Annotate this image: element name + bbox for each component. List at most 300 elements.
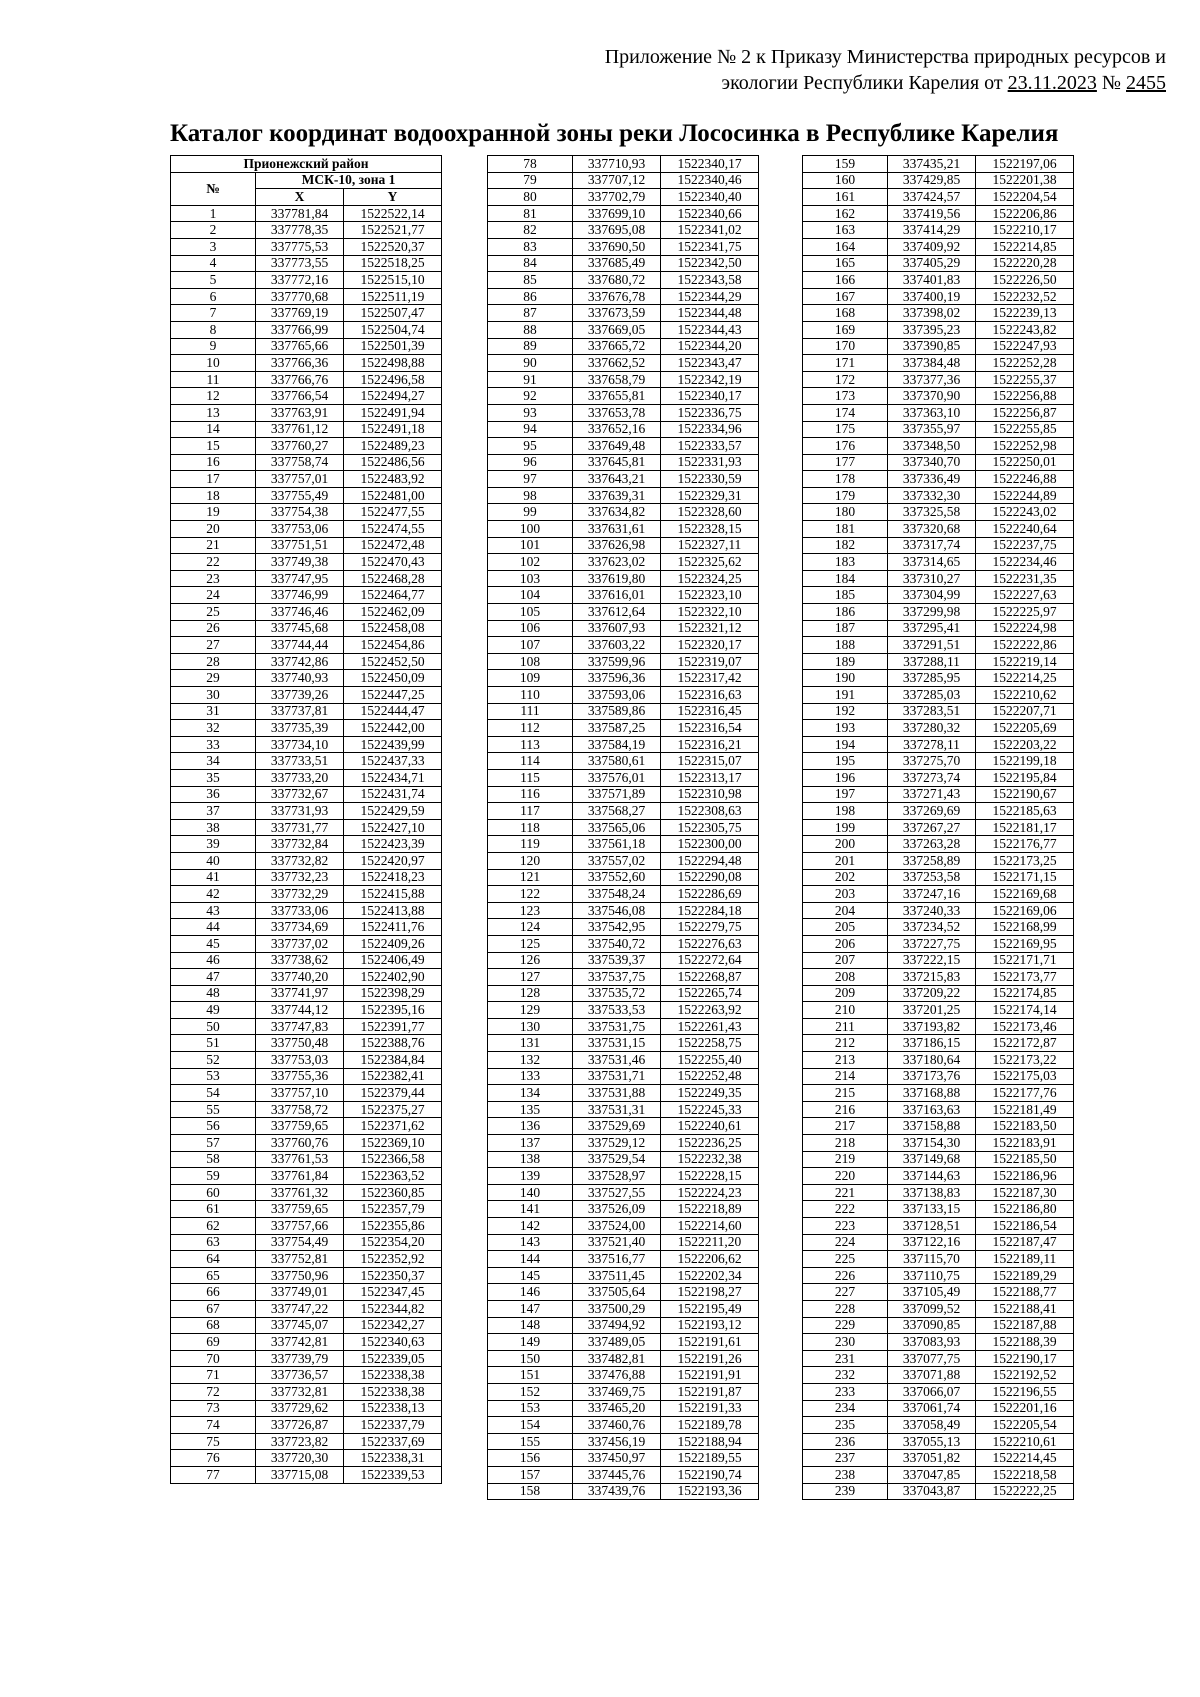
table-row bbox=[488, 338, 759, 355]
point-number: 217 bbox=[803, 1118, 888, 1135]
y-coordinate: 1522193,36 bbox=[661, 1483, 759, 1500]
point-number: 188 bbox=[803, 637, 888, 654]
y-coordinate: 1522214,25 bbox=[976, 670, 1074, 687]
table-row bbox=[803, 637, 1074, 654]
x-coordinate: 337521,40 bbox=[573, 1234, 661, 1251]
y-coordinate: 1522338,13 bbox=[344, 1400, 442, 1417]
point-number: 52 bbox=[171, 1052, 256, 1069]
table-row bbox=[803, 238, 1074, 255]
x-coordinate: 337263,28 bbox=[888, 836, 976, 853]
point-number: 199 bbox=[803, 819, 888, 836]
y-coordinate: 1522214,45 bbox=[976, 1450, 1074, 1467]
point-number: 163 bbox=[803, 222, 888, 239]
table-row bbox=[488, 1284, 759, 1301]
x-coordinate: 337747,22 bbox=[256, 1300, 344, 1317]
x-coordinate: 337662,52 bbox=[573, 355, 661, 372]
point-number: 14 bbox=[171, 421, 256, 438]
point-number: 211 bbox=[803, 1018, 888, 1035]
y-coordinate: 1522185,50 bbox=[976, 1151, 1074, 1168]
x-coordinate: 337619,80 bbox=[573, 570, 661, 587]
table-row bbox=[488, 222, 759, 239]
x-coordinate: 337511,45 bbox=[573, 1267, 661, 1284]
table-row bbox=[488, 786, 759, 803]
y-coordinate: 1522190,17 bbox=[976, 1350, 1074, 1367]
x-coordinate: 337193,82 bbox=[888, 1018, 976, 1035]
x-coordinate: 337736,57 bbox=[256, 1367, 344, 1384]
table-row bbox=[488, 886, 759, 903]
y-coordinate: 1522203,22 bbox=[976, 736, 1074, 753]
y-coordinate: 1522331,93 bbox=[661, 454, 759, 471]
point-number: 63 bbox=[171, 1234, 256, 1251]
x-coordinate: 337755,36 bbox=[256, 1068, 344, 1085]
x-coordinate: 337275,70 bbox=[888, 753, 976, 770]
point-number: 159 bbox=[803, 156, 888, 173]
table-row bbox=[488, 703, 759, 720]
y-coordinate: 1522344,48 bbox=[661, 305, 759, 322]
table-row bbox=[488, 1201, 759, 1218]
x-coordinate: 337580,61 bbox=[573, 753, 661, 770]
point-number: 157 bbox=[488, 1466, 573, 1483]
table-row bbox=[171, 288, 442, 305]
point-number: 232 bbox=[803, 1367, 888, 1384]
table-row bbox=[803, 1052, 1074, 1069]
table-row bbox=[488, 736, 759, 753]
y-coordinate: 1522172,87 bbox=[976, 1035, 1074, 1052]
point-number: 208 bbox=[803, 969, 888, 986]
x-coordinate: 337531,71 bbox=[573, 1068, 661, 1085]
y-coordinate: 1522239,13 bbox=[976, 305, 1074, 322]
table-row bbox=[803, 1068, 1074, 1085]
point-number: 111 bbox=[488, 703, 573, 720]
table-row bbox=[488, 255, 759, 272]
point-number: 233 bbox=[803, 1383, 888, 1400]
x-coordinate: 337133,15 bbox=[888, 1201, 976, 1218]
table-row bbox=[488, 1350, 759, 1367]
table-row bbox=[803, 1267, 1074, 1284]
point-number: 131 bbox=[488, 1035, 573, 1052]
y-coordinate: 1522181,49 bbox=[976, 1101, 1074, 1118]
order-date: 23.11.2023 bbox=[1007, 72, 1097, 94]
point-number: 107 bbox=[488, 637, 573, 654]
point-number: 118 bbox=[488, 819, 573, 836]
table-row bbox=[171, 504, 442, 521]
y-coordinate: 1522187,30 bbox=[976, 1184, 1074, 1201]
point-number: 105 bbox=[488, 604, 573, 621]
point-number: 140 bbox=[488, 1184, 573, 1201]
y-coordinate: 1522219,14 bbox=[976, 653, 1074, 670]
x-coordinate: 337424,57 bbox=[888, 189, 976, 206]
point-number: 80 bbox=[488, 189, 573, 206]
point-number: 172 bbox=[803, 371, 888, 388]
table-row bbox=[171, 487, 442, 504]
table-row bbox=[488, 1118, 759, 1135]
point-number: 186 bbox=[803, 604, 888, 621]
table-row bbox=[171, 238, 442, 255]
y-coordinate: 1522437,33 bbox=[344, 753, 442, 770]
x-coordinate: 337531,88 bbox=[573, 1085, 661, 1102]
point-number: 239 bbox=[803, 1483, 888, 1500]
table-row bbox=[171, 388, 442, 405]
table-row bbox=[803, 321, 1074, 338]
y-coordinate: 1522232,52 bbox=[976, 288, 1074, 305]
y-coordinate: 1522176,77 bbox=[976, 836, 1074, 853]
x-coordinate: 337596,36 bbox=[573, 670, 661, 687]
y-coordinate: 1522231,35 bbox=[976, 570, 1074, 587]
point-number: 106 bbox=[488, 620, 573, 637]
x-coordinate: 337639,31 bbox=[573, 487, 661, 504]
y-coordinate: 1522191,91 bbox=[661, 1367, 759, 1384]
point-number: 108 bbox=[488, 653, 573, 670]
point-number: 54 bbox=[171, 1085, 256, 1102]
table-row bbox=[171, 952, 442, 969]
y-coordinate: 1522173,77 bbox=[976, 969, 1074, 986]
point-number: 66 bbox=[171, 1284, 256, 1301]
x-coordinate: 337746,99 bbox=[256, 587, 344, 604]
table-row bbox=[171, 687, 442, 704]
y-coordinate: 1522391,77 bbox=[344, 1018, 442, 1035]
x-coordinate: 337653,78 bbox=[573, 404, 661, 421]
point-number: 191 bbox=[803, 687, 888, 704]
table-row bbox=[171, 1118, 442, 1135]
point-number: 38 bbox=[171, 819, 256, 836]
point-number: 185 bbox=[803, 587, 888, 604]
point-number: 226 bbox=[803, 1267, 888, 1284]
table-row bbox=[488, 205, 759, 222]
table-row bbox=[803, 1018, 1074, 1035]
y-coordinate: 1522477,55 bbox=[344, 504, 442, 521]
point-number: 177 bbox=[803, 454, 888, 471]
x-coordinate: 337745,07 bbox=[256, 1317, 344, 1334]
y-coordinate: 1522173,25 bbox=[976, 852, 1074, 869]
x-coordinate: 337557,02 bbox=[573, 852, 661, 869]
y-coordinate: 1522250,01 bbox=[976, 454, 1074, 471]
y-coordinate: 1522286,69 bbox=[661, 886, 759, 903]
y-coordinate: 1522350,37 bbox=[344, 1267, 442, 1284]
point-number: 164 bbox=[803, 238, 888, 255]
point-number: 1 bbox=[171, 205, 256, 222]
table-row bbox=[171, 1201, 442, 1218]
table-row bbox=[488, 935, 759, 952]
point-number: 103 bbox=[488, 570, 573, 587]
table-row bbox=[803, 172, 1074, 189]
table-row bbox=[171, 404, 442, 421]
table-row bbox=[488, 1251, 759, 1268]
x-coordinate: 337612,64 bbox=[573, 604, 661, 621]
point-number: 196 bbox=[803, 769, 888, 786]
y-coordinate: 1522201,16 bbox=[976, 1400, 1074, 1417]
table-row bbox=[488, 1018, 759, 1035]
y-coordinate: 1522343,47 bbox=[661, 355, 759, 372]
y-coordinate: 1522255,85 bbox=[976, 421, 1074, 438]
x-coordinate: 337299,98 bbox=[888, 604, 976, 621]
x-coordinate: 337645,81 bbox=[573, 454, 661, 471]
y-coordinate: 1522322,10 bbox=[661, 604, 759, 621]
y-coordinate: 1522501,39 bbox=[344, 338, 442, 355]
table-row bbox=[488, 172, 759, 189]
y-coordinate: 1522340,17 bbox=[661, 156, 759, 173]
document-title: Каталог координат водоохранной зоны реки Лососинка в Республике Карелия bbox=[170, 120, 1059, 147]
point-number: 168 bbox=[803, 305, 888, 322]
table-row bbox=[488, 969, 759, 986]
point-number: 158 bbox=[488, 1483, 573, 1500]
y-coordinate: 1522186,96 bbox=[976, 1168, 1074, 1185]
x-coordinate: 337138,83 bbox=[888, 1184, 976, 1201]
table-row bbox=[171, 1085, 442, 1102]
x-coordinate: 337649,48 bbox=[573, 438, 661, 455]
y-coordinate: 1522323,10 bbox=[661, 587, 759, 604]
table-row bbox=[171, 1002, 442, 1019]
y-coordinate: 1522188,94 bbox=[661, 1433, 759, 1450]
x-coordinate: 337209,22 bbox=[888, 985, 976, 1002]
x-coordinate: 337763,91 bbox=[256, 404, 344, 421]
x-coordinate: 337576,01 bbox=[573, 769, 661, 786]
table-row bbox=[171, 438, 442, 455]
y-coordinate: 1522188,39 bbox=[976, 1334, 1074, 1351]
x-coordinate: 337568,27 bbox=[573, 803, 661, 820]
table-row bbox=[488, 1417, 759, 1434]
table-row bbox=[171, 769, 442, 786]
x-coordinate: 337090,85 bbox=[888, 1317, 976, 1334]
y-coordinate: 1522474,55 bbox=[344, 521, 442, 538]
point-number: 180 bbox=[803, 504, 888, 521]
table-row bbox=[803, 1350, 1074, 1367]
header-line-2 bbox=[366, 70, 1166, 96]
point-number: 75 bbox=[171, 1433, 256, 1450]
x-coordinate: 337528,97 bbox=[573, 1168, 661, 1185]
table-row bbox=[803, 969, 1074, 986]
x-coordinate: 337314,65 bbox=[888, 554, 976, 571]
y-coordinate: 1522418,23 bbox=[344, 869, 442, 886]
x-coordinate: 337760,76 bbox=[256, 1135, 344, 1152]
x-coordinate: 337738,62 bbox=[256, 952, 344, 969]
x-coordinate: 337546,08 bbox=[573, 902, 661, 919]
table-row bbox=[171, 454, 442, 471]
x-coordinate: 337180,64 bbox=[888, 1052, 976, 1069]
table-row bbox=[171, 620, 442, 637]
x-coordinate: 337732,23 bbox=[256, 869, 344, 886]
x-coordinate: 337751,51 bbox=[256, 537, 344, 554]
point-number: 28 bbox=[171, 653, 256, 670]
x-coordinate: 337710,93 bbox=[573, 156, 661, 173]
table-row bbox=[488, 852, 759, 869]
y-coordinate: 1522205,54 bbox=[976, 1417, 1074, 1434]
y-coordinate: 1522185,63 bbox=[976, 803, 1074, 820]
x-coordinate: 337754,49 bbox=[256, 1234, 344, 1251]
point-number: 132 bbox=[488, 1052, 573, 1069]
y-coordinate: 1522496,58 bbox=[344, 371, 442, 388]
point-number: 115 bbox=[488, 769, 573, 786]
table-row bbox=[488, 1367, 759, 1384]
table-row bbox=[171, 1135, 442, 1152]
x-coordinate: 337737,81 bbox=[256, 703, 344, 720]
x-coordinate: 337439,76 bbox=[573, 1483, 661, 1500]
district-header: Прионежский район bbox=[171, 156, 442, 173]
table-row bbox=[803, 1400, 1074, 1417]
table-row bbox=[171, 886, 442, 903]
table-row bbox=[171, 570, 442, 587]
y-coordinate: 1522199,18 bbox=[976, 753, 1074, 770]
point-number: 200 bbox=[803, 836, 888, 853]
x-coordinate: 337355,97 bbox=[888, 421, 976, 438]
table-row bbox=[171, 305, 442, 322]
y-coordinate: 1522198,27 bbox=[661, 1284, 759, 1301]
point-number: 58 bbox=[171, 1151, 256, 1168]
point-number: 165 bbox=[803, 255, 888, 272]
y-coordinate: 1522187,88 bbox=[976, 1317, 1074, 1334]
table-row bbox=[803, 156, 1074, 173]
x-coordinate: 337409,92 bbox=[888, 238, 976, 255]
point-number: 26 bbox=[171, 620, 256, 637]
point-number: 31 bbox=[171, 703, 256, 720]
y-coordinate: 1522464,77 bbox=[344, 587, 442, 604]
x-coordinate: 337465,20 bbox=[573, 1400, 661, 1417]
y-coordinate: 1522336,75 bbox=[661, 404, 759, 421]
x-coordinate: 337401,83 bbox=[888, 272, 976, 289]
point-number: 198 bbox=[803, 803, 888, 820]
table-row bbox=[803, 869, 1074, 886]
x-coordinate: 337542,95 bbox=[573, 919, 661, 936]
table-row bbox=[803, 504, 1074, 521]
x-coordinate: 337320,68 bbox=[888, 521, 976, 538]
point-number: 60 bbox=[171, 1184, 256, 1201]
y-coordinate: 1522240,64 bbox=[976, 521, 1074, 538]
table-row bbox=[803, 620, 1074, 637]
point-number: 133 bbox=[488, 1068, 573, 1085]
y-coordinate: 1522411,76 bbox=[344, 919, 442, 936]
x-coordinate: 337273,74 bbox=[888, 769, 976, 786]
point-number: 7 bbox=[171, 305, 256, 322]
x-coordinate: 337370,90 bbox=[888, 388, 976, 405]
x-coordinate: 337753,06 bbox=[256, 521, 344, 538]
point-number: 53 bbox=[171, 1068, 256, 1085]
table-row bbox=[171, 1284, 442, 1301]
x-coordinate: 337201,25 bbox=[888, 1002, 976, 1019]
x-coordinate: 337500,29 bbox=[573, 1300, 661, 1317]
table-row bbox=[171, 803, 442, 820]
point-number: 104 bbox=[488, 587, 573, 604]
table-row bbox=[171, 935, 442, 952]
point-number: 3 bbox=[171, 238, 256, 255]
table-row bbox=[803, 570, 1074, 587]
y-coordinate: 1522316,54 bbox=[661, 720, 759, 737]
table-row bbox=[488, 1466, 759, 1483]
y-coordinate: 1522347,45 bbox=[344, 1284, 442, 1301]
x-coordinate: 337099,52 bbox=[888, 1300, 976, 1317]
y-coordinate: 1522344,82 bbox=[344, 1300, 442, 1317]
y-coordinate: 1522330,59 bbox=[661, 471, 759, 488]
x-coordinate: 337476,88 bbox=[573, 1367, 661, 1384]
y-coordinate: 1522206,62 bbox=[661, 1251, 759, 1268]
point-number: 189 bbox=[803, 653, 888, 670]
y-coordinate: 1522256,87 bbox=[976, 404, 1074, 421]
table-row bbox=[803, 1118, 1074, 1135]
y-coordinate: 1522173,22 bbox=[976, 1052, 1074, 1069]
x-coordinate: 337524,00 bbox=[573, 1218, 661, 1235]
y-coordinate: 1522354,20 bbox=[344, 1234, 442, 1251]
x-coordinate: 337168,88 bbox=[888, 1085, 976, 1102]
point-number: 19 bbox=[171, 504, 256, 521]
table-row bbox=[803, 587, 1074, 604]
y-coordinate: 1522520,37 bbox=[344, 238, 442, 255]
y-coordinate: 1522195,84 bbox=[976, 769, 1074, 786]
table-row bbox=[803, 1334, 1074, 1351]
table-row bbox=[488, 272, 759, 289]
y-coordinate: 1522486,56 bbox=[344, 454, 442, 471]
y-coordinate: 1522196,55 bbox=[976, 1383, 1074, 1400]
table-row bbox=[171, 321, 442, 338]
y-coordinate: 1522174,85 bbox=[976, 985, 1074, 1002]
y-coordinate: 1522195,49 bbox=[661, 1300, 759, 1317]
y-coordinate: 1522522,14 bbox=[344, 205, 442, 222]
x-coordinate: 337746,46 bbox=[256, 604, 344, 621]
table-row bbox=[488, 769, 759, 786]
y-coordinate: 1522256,88 bbox=[976, 388, 1074, 405]
x-coordinate: 337215,83 bbox=[888, 969, 976, 986]
y-coordinate: 1522452,50 bbox=[344, 653, 442, 670]
table-row bbox=[803, 1483, 1074, 1500]
point-number: 128 bbox=[488, 985, 573, 1002]
y-coordinate: 1522175,03 bbox=[976, 1068, 1074, 1085]
table-row bbox=[171, 1417, 442, 1434]
y-coordinate: 1522246,88 bbox=[976, 471, 1074, 488]
point-number: 8 bbox=[171, 321, 256, 338]
y-coordinate: 1522319,07 bbox=[661, 653, 759, 670]
point-number: 162 bbox=[803, 205, 888, 222]
table-row bbox=[171, 205, 442, 222]
point-number: 48 bbox=[171, 985, 256, 1002]
point-number: 135 bbox=[488, 1101, 573, 1118]
table-row bbox=[803, 255, 1074, 272]
point-number: 235 bbox=[803, 1417, 888, 1434]
point-number: 210 bbox=[803, 1002, 888, 1019]
x-coordinate: 337732,82 bbox=[256, 852, 344, 869]
table-row bbox=[488, 454, 759, 471]
x-coordinate: 337460,76 bbox=[573, 1417, 661, 1434]
table-row bbox=[488, 156, 759, 173]
table-row bbox=[488, 421, 759, 438]
y-coordinate: 1522515,10 bbox=[344, 272, 442, 289]
y-coordinate: 1522382,41 bbox=[344, 1068, 442, 1085]
x-coordinate: 337377,36 bbox=[888, 371, 976, 388]
point-number: 99 bbox=[488, 504, 573, 521]
x-coordinate: 337535,72 bbox=[573, 985, 661, 1002]
point-number: 85 bbox=[488, 272, 573, 289]
x-coordinate: 337759,65 bbox=[256, 1201, 344, 1218]
y-coordinate: 1522521,77 bbox=[344, 222, 442, 239]
table-row bbox=[803, 687, 1074, 704]
y-coordinate: 1522413,88 bbox=[344, 902, 442, 919]
y-coordinate: 1522344,29 bbox=[661, 288, 759, 305]
y-coordinate: 1522369,10 bbox=[344, 1135, 442, 1152]
x-coordinate: 337186,15 bbox=[888, 1035, 976, 1052]
y-coordinate: 1522409,26 bbox=[344, 935, 442, 952]
point-number: 72 bbox=[171, 1383, 256, 1400]
table-row bbox=[488, 836, 759, 853]
y-coordinate: 1522340,63 bbox=[344, 1334, 442, 1351]
x-coordinate: 337669,05 bbox=[573, 321, 661, 338]
table-row bbox=[171, 985, 442, 1002]
y-coordinate: 1522201,38 bbox=[976, 172, 1074, 189]
point-number: 62 bbox=[171, 1218, 256, 1235]
table-row bbox=[803, 355, 1074, 372]
x-coordinate: 337310,27 bbox=[888, 570, 976, 587]
y-coordinate: 1522211,20 bbox=[661, 1234, 759, 1251]
point-number: 18 bbox=[171, 487, 256, 504]
y-coordinate: 1522186,54 bbox=[976, 1218, 1074, 1235]
y-coordinate: 1522252,28 bbox=[976, 355, 1074, 372]
y-coordinate: 1522240,61 bbox=[661, 1118, 759, 1135]
table-row bbox=[803, 1367, 1074, 1384]
